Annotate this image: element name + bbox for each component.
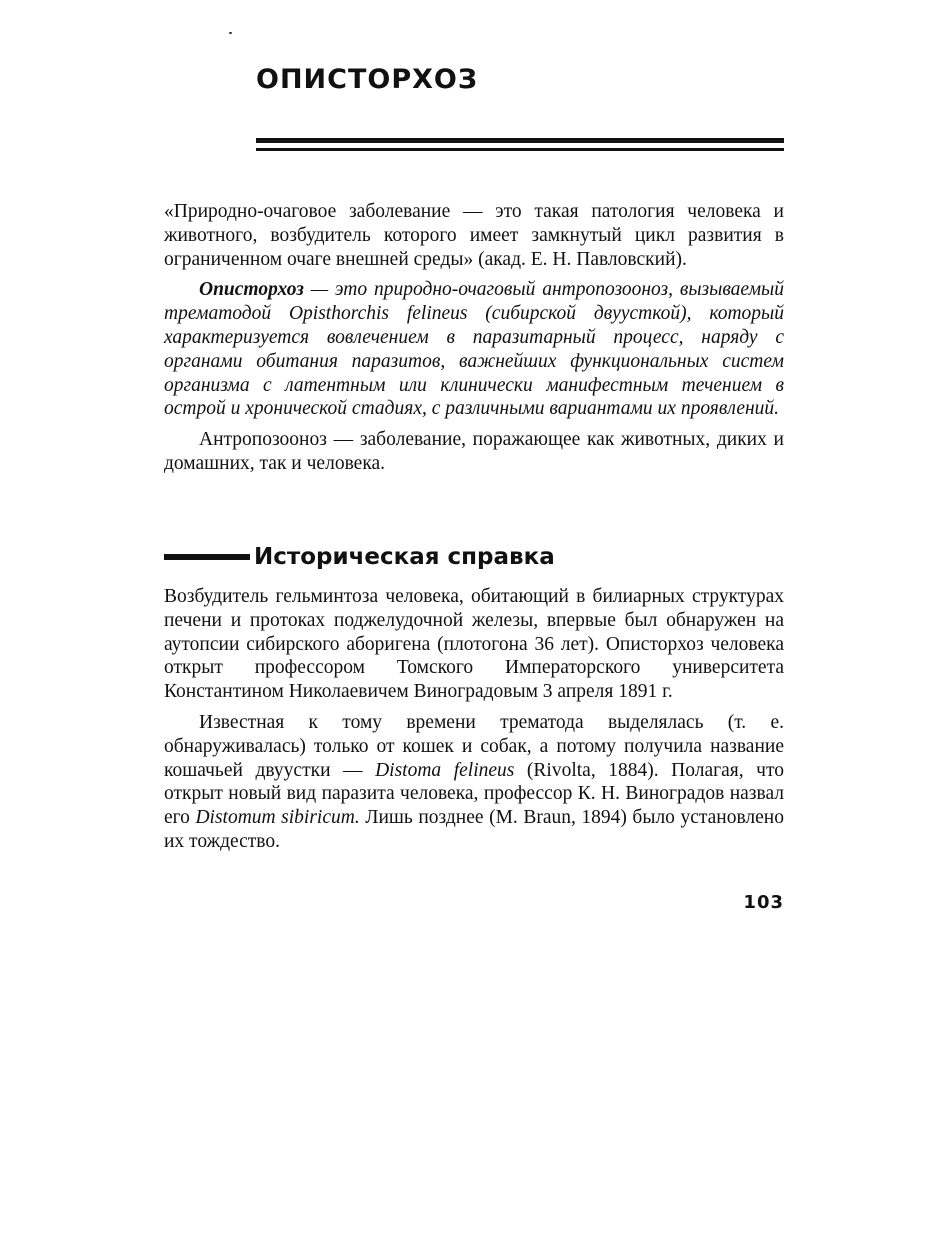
section-heading bbox=[164, 540, 784, 576]
history-p2-text-1: Известная к тому времени трематода выделялась (т. е. обнаруживалась) только от кошек и собак, а потому получила название кошачьей двуустки — bbox=[164, 711, 784, 781]
definition-text: — это природно-очаговый антропозооноз, вызываемый трематодой Opisthorchis felineus (сибирской двуусткой), который характеризуется вовлечением в паразитарный процесс, наряду с органами обитания паразитов, важнейших функциональных систем организма с латентным или клинически манифестным течением в острой и хронической стадиях, с различными вариантами их проявлений. bbox=[164, 279, 784, 420]
section-heading-bar bbox=[164, 554, 250, 560]
section-heading-title: Историческая справка bbox=[254, 544, 555, 570]
history-paragraph-1: Возбудитель гельминтоза человека, обитающий в билиарных структурах печени и протоках поджелудочной железы, впервые был обнаружен на аутопсии сибирского аборигена (плотогона 36 лет). Описторхоз человека открыт профессором Томского Императорского университета Константином Николаевичем Виноградовым 3 апреля 1891 г. bbox=[164, 586, 784, 703]
species-name-distoma: Distoma felineus bbox=[375, 759, 515, 781]
definition-term: Описторхоз bbox=[199, 279, 304, 301]
history-paragraph-2 bbox=[164, 711, 784, 854]
history-p2-text-3: Лишь позднее (M. Braun, 1894) было установлено их тождество. bbox=[164, 807, 784, 852]
title-rule-thin bbox=[256, 148, 784, 151]
page-number: 103 bbox=[743, 892, 784, 913]
anthropozoonosis-paragraph: Антропозооноз — заболевание, поражающее как животных, диких и домашних, так и человека. bbox=[164, 429, 784, 474]
history-p2-text-2: (Rivolta, 1884). Полагая, что открыт новый вид паразита человека, профессор К. Н. Виноградов назвал его bbox=[164, 759, 784, 829]
chapter-title: ОПИСТОРХОЗ bbox=[256, 64, 479, 95]
scan-speck bbox=[229, 32, 232, 34]
title-rule-thick bbox=[256, 138, 784, 143]
intro-block bbox=[164, 200, 784, 483]
history-block bbox=[164, 585, 784, 861]
pavlovsky-quote: «Природно-очаговое заболевание — это такая патология человека и животного, возбудитель которого имеет замкнутый цикл развития в ограниченном очаге внешней среды» (акад. Е. Н. Павловский). bbox=[164, 201, 784, 270]
definition-paragraph bbox=[164, 278, 784, 421]
species-name-distomum: Distomum sibiricum. bbox=[195, 807, 360, 829]
